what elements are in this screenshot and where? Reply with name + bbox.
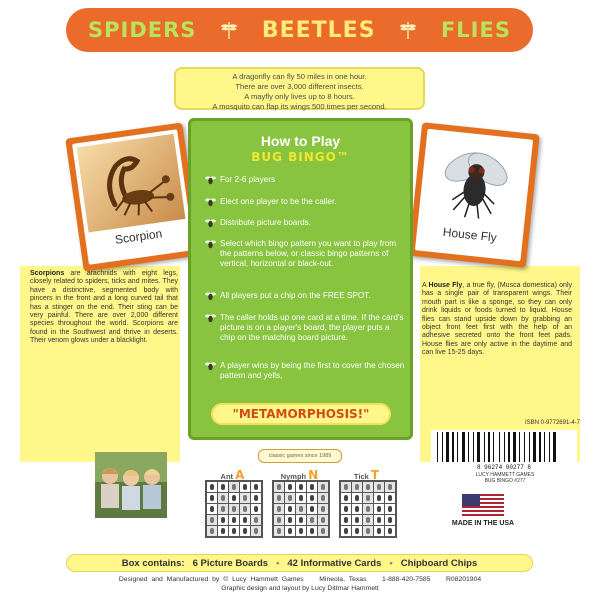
fly-bullet-icon (205, 197, 216, 207)
pattern-cell (207, 526, 217, 536)
pattern-title (205, 468, 260, 480)
fly-bullet-icon (205, 313, 216, 323)
title-word-flies: FLIES (440, 18, 511, 42)
pattern-cell (363, 526, 373, 536)
step-item (205, 239, 405, 269)
pattern-cell (296, 526, 306, 536)
us-flag-icon (462, 494, 504, 516)
pattern-cell (285, 526, 295, 536)
pattern-cell (341, 526, 351, 536)
pattern-cell (285, 515, 295, 525)
pattern-grid (339, 480, 397, 538)
pattern-cell (363, 515, 373, 525)
step-item (205, 361, 405, 381)
pattern-cell (285, 482, 295, 492)
dragonfly-icon (400, 20, 416, 40)
pattern-cell (352, 504, 362, 514)
footer-phone: 1-888-420-7585 (382, 576, 431, 583)
step-item (205, 175, 405, 185)
pattern-name: Tick (353, 472, 369, 481)
metamorphosis-callout: "METAMORPHOSIS!" (211, 403, 391, 425)
pattern-cell (352, 515, 362, 525)
fact-line: A mayfly only lives up to 8 hours. (244, 92, 355, 101)
step-text: All players put a chip on the FREE SPOT. (220, 291, 371, 300)
pattern-cell (296, 493, 306, 503)
children-photo (95, 452, 167, 518)
card-label-scorpion: Scorpion (114, 226, 163, 247)
pattern-cell (318, 482, 328, 492)
pattern-cell (307, 526, 317, 536)
pattern-cell (318, 515, 328, 525)
pattern-cell (229, 526, 239, 536)
barcode-line: LUCY HAMMETT GAMES (475, 472, 535, 478)
pattern-cell (352, 526, 362, 536)
footer-credits (0, 576, 600, 583)
how-to-play-heading: How to Play (260, 133, 341, 149)
pattern-cell (207, 504, 217, 514)
pattern-cell (352, 482, 362, 492)
pattern-cell (229, 504, 239, 514)
dragonfly-icon (221, 20, 237, 40)
housefly-pre: A (422, 282, 429, 289)
title-word-beetles: BEETLES (261, 17, 376, 43)
fact-line: There are over 3,000 different insects. (235, 82, 364, 91)
pattern-cell (274, 482, 284, 492)
step-text: Distribute picture boards. (220, 218, 312, 227)
card-label-housefly: House Fly (442, 224, 498, 245)
pattern-cell (274, 526, 284, 536)
pattern-cell (307, 482, 317, 492)
pattern-cell (251, 482, 261, 492)
pattern-cell (251, 515, 261, 525)
pattern-cell (307, 504, 317, 514)
scorpion-image (77, 134, 186, 233)
barcode-digits: 8 96274 00277 8 (476, 464, 532, 470)
pattern-cell (274, 504, 284, 514)
housefly-description (422, 282, 572, 358)
scorpion-term: Scorpions (30, 270, 65, 277)
fact-line: A mosquito can flap its wings 500 times per second. (212, 102, 387, 111)
pattern-cell (207, 482, 217, 492)
pattern-cell (240, 482, 250, 492)
pattern-cell (251, 504, 261, 514)
pattern-title (339, 468, 394, 480)
box-item: Chipboard Chips (400, 557, 478, 569)
box-contains-label: Box contains: (121, 557, 185, 569)
pattern-cell (385, 504, 395, 514)
pattern-cell (374, 493, 384, 503)
pattern-cell (363, 493, 373, 503)
pattern-grid (205, 480, 263, 538)
fact-line: A dragonfly can fly 50 miles in one hour. (232, 72, 367, 81)
fly-bullet-icon (205, 218, 216, 228)
housefly-card (408, 122, 539, 268)
pattern-cell (285, 504, 295, 514)
pattern-cell (363, 482, 373, 492)
pattern-letter: T (370, 468, 380, 482)
scorpion-text: are arachnids with eight legs, closely related to spiders, ticks and mites. They have a distinctive, segmented body with pincers in the front and a long curved tail that has a stinger on the end. Their sting can be very painful. There are over 2,000 different species throughout the world. Scorpions are found in the Southwest and thrive in deserts. Their venom glows under a blacklight. (30, 270, 178, 345)
footer-manufacturer: Designed and Manufactured by © Lucy Hammett Games (118, 576, 304, 583)
pattern-cell (251, 526, 261, 536)
box-item: 42 Informative Cards (287, 557, 382, 569)
pattern-board-nymph (272, 468, 327, 538)
pattern-cell (240, 515, 250, 525)
pattern-cell (307, 493, 317, 503)
step-text: The caller holds up one card at a time. If the card's picture is on a player's board, the player puts a chip on the matching board picture. (220, 313, 404, 342)
pattern-cell (341, 493, 351, 503)
pattern-cell (240, 504, 250, 514)
scorpion-card (65, 122, 201, 271)
pattern-name: Ant (220, 472, 234, 481)
housefly-image (422, 133, 528, 229)
pattern-cell (218, 515, 228, 525)
pattern-cell (374, 526, 384, 536)
pattern-name: Nymph (280, 472, 307, 481)
pattern-board-tick (339, 468, 394, 538)
step-item (205, 291, 405, 301)
how-to-play-panel (188, 118, 413, 440)
pattern-cell (363, 504, 373, 514)
pattern-cell (296, 504, 306, 514)
pattern-cell (296, 482, 306, 492)
pattern-cell (218, 482, 228, 492)
classic-games-badge: classic games since 1989 (258, 449, 342, 463)
pattern-cell (218, 504, 228, 514)
pattern-cell (218, 493, 228, 503)
pattern-cell (385, 515, 395, 525)
pattern-cell (274, 515, 284, 525)
pattern-cell (352, 493, 362, 503)
scorpion-description (30, 270, 178, 346)
step-text: For 2-6 players (220, 175, 276, 184)
pattern-cell (218, 526, 228, 536)
housefly-text: , a true fly, (Musca domestica) only has a single pair of transparent wings. Their mouth part is like a sponge, so they can only drink liquids or foods turned to liquid. House flies can stand upside down by grabbing an object front feet first with the help of an adhesive secreted onto the front feet pads. House flies are only active in the daytime and can live 15-25 days. (422, 282, 572, 357)
footer-code: R08201904 (445, 576, 482, 583)
pattern-cell (318, 493, 328, 503)
title-word-spiders: SPIDERS (88, 18, 197, 42)
box-contents-bar: Box contains: 6 Picture Boards • 42 Informative Cards • Chipboard Chips (66, 554, 533, 572)
pattern-cell (229, 482, 239, 492)
pattern-cell (229, 493, 239, 503)
pattern-cell (296, 515, 306, 525)
footer-design-credit: Graphic design and layout by Lucy Dittmar Hammett (221, 585, 379, 592)
pattern-cell (274, 493, 284, 503)
pattern-cell (229, 515, 239, 525)
pattern-cell (207, 493, 217, 503)
step-item (205, 313, 405, 343)
fly-bullet-icon (205, 175, 216, 185)
isbn-text: ISBN 0-9772691-4-7 (524, 420, 580, 426)
pattern-cell (341, 515, 351, 525)
pattern-letter: A (235, 468, 245, 482)
pattern-letter: N (308, 468, 319, 482)
pattern-title (272, 468, 327, 480)
made-in-usa-text: MADE IN THE USA (451, 520, 515, 527)
pattern-cell (374, 482, 384, 492)
fly-bullet-icon (205, 361, 216, 371)
barcode-image (431, 430, 577, 470)
step-text: Select which bingo pattern you want to play from the patterns below, or classic bingo patterns of vertical, horizontal or black-out. (220, 239, 397, 268)
pattern-cell (385, 482, 395, 492)
pattern-cell (374, 515, 384, 525)
pattern-cell (341, 504, 351, 514)
step-text: Elect one player to be the caller. (220, 197, 337, 206)
pattern-grid (272, 480, 330, 538)
pattern-cell (385, 493, 395, 503)
step-item (205, 218, 405, 228)
game-name: BUG BINGO™ (251, 150, 350, 164)
pattern-cell (251, 493, 261, 503)
box-item: 6 Picture Boards (192, 557, 269, 569)
facts-box (174, 67, 425, 110)
pattern-cell (385, 526, 395, 536)
fly-bullet-icon (205, 239, 216, 249)
pattern-cell (374, 504, 384, 514)
pattern-cell (341, 482, 351, 492)
pattern-board-ant (205, 468, 260, 538)
pattern-cell (318, 504, 328, 514)
title-banner (66, 8, 533, 52)
barcode-caption (430, 472, 580, 484)
housefly-term: House Fly (428, 282, 463, 289)
pattern-cell (207, 515, 217, 525)
pattern-cell (285, 493, 295, 503)
barcode-line: BUG BINGO #277 (484, 478, 526, 484)
fly-bullet-icon (205, 291, 216, 301)
step-item (205, 197, 405, 207)
pattern-cell (318, 526, 328, 536)
pattern-cell (240, 526, 250, 536)
pattern-cell (307, 515, 317, 525)
footer-location: Mineola, Texas (319, 576, 367, 583)
step-text: A player wins by being the first to cover the chosen pattern and yells, (220, 361, 405, 380)
pattern-cell (240, 493, 250, 503)
